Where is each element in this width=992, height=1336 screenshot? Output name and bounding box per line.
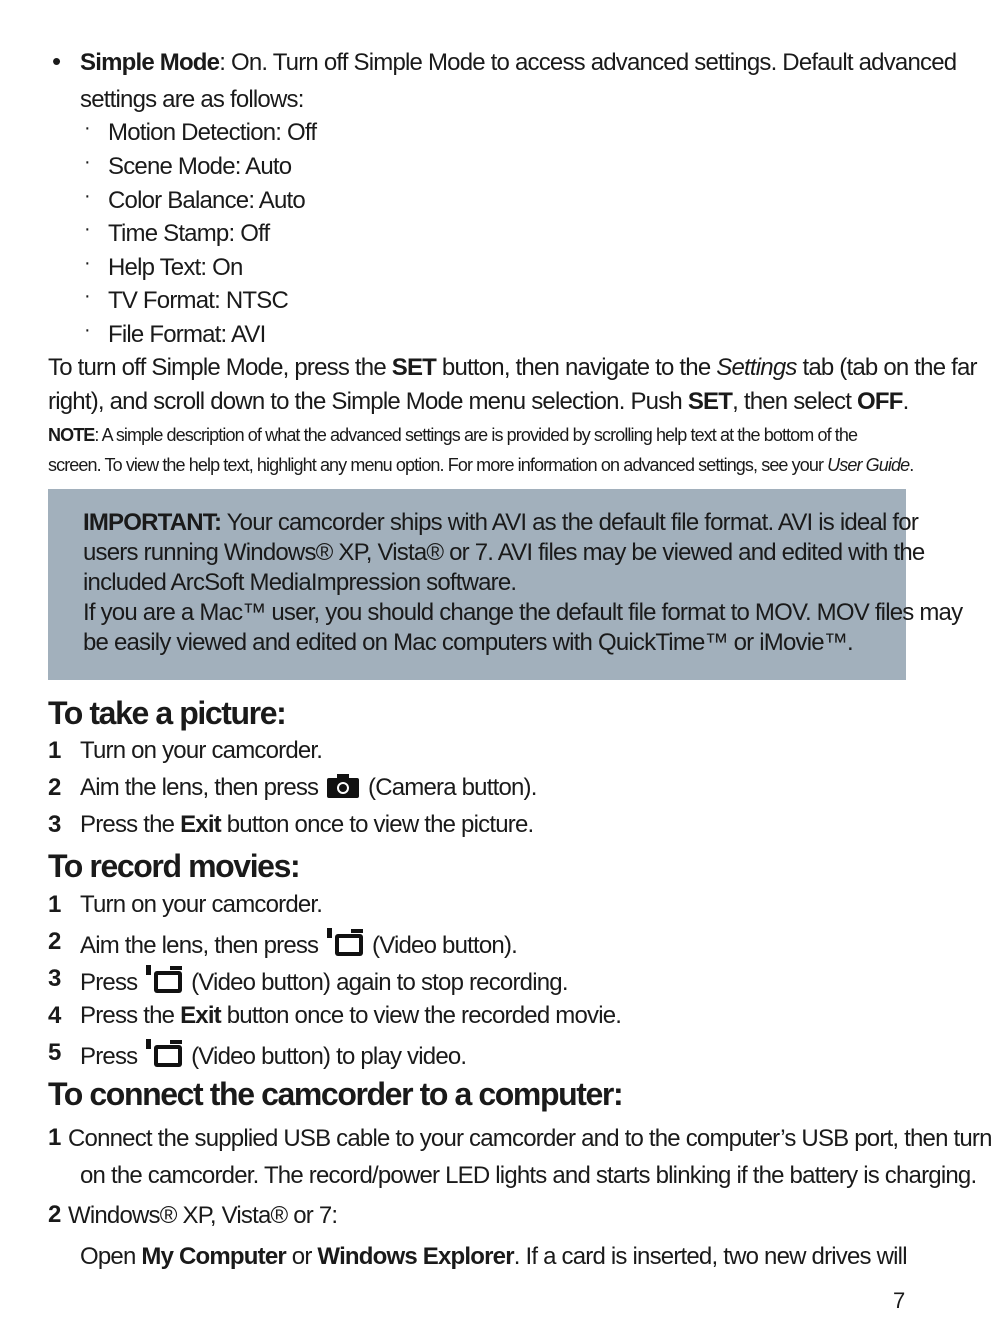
my-computer-label: My Computer (141, 1243, 286, 1270)
page-number: 7 (893, 1288, 906, 1313)
sub-bullet: · (84, 117, 91, 139)
step-text (80, 1039, 466, 1074)
connect-step-1-line-2: on the camcorder. The record/power LED lights and starts blinking if the battery is charging. (80, 1162, 977, 1189)
text: Press (80, 1043, 144, 1070)
take-picture-heading: To take a picture: (48, 695, 286, 731)
sub-bullet: · (84, 151, 91, 173)
exit-label: Exit (180, 1002, 221, 1029)
step-text (80, 928, 517, 963)
video-camera-icon (146, 1039, 182, 1074)
video-camera-icon (146, 965, 182, 1000)
step-number: 2 (48, 1201, 62, 1228)
setting-item: TV Format: NTSC (108, 287, 289, 314)
bullet: • (52, 46, 62, 76)
sub-bullet: · (84, 185, 91, 207)
text: Turn on your camcorder. (80, 891, 323, 918)
text: right), and scroll down to the Simple Mode menu selection. Push (48, 388, 688, 415)
step-text (80, 891, 322, 919)
sub-bullet: · (84, 218, 91, 240)
important-label: IMPORTANT: (83, 509, 222, 536)
text: Turn on your camcorder. (80, 737, 323, 764)
note-line-1 (48, 420, 857, 450)
connect-step-1-line-1: Connect the supplied USB cable to your camcorder and to the computer’s USB port, then turn (68, 1125, 992, 1152)
important-line-2: users running Windows® XP, Vista® or 7. AVI files may be viewed and edited with the (83, 539, 925, 566)
text: Aim the lens, then press (80, 774, 325, 801)
text: Aim the lens, then press (80, 932, 325, 959)
text: (Video button) again to stop recording. (185, 969, 568, 996)
text: screen. To view the help text, highlight any menu option. For more information on advanced settings, see your (48, 455, 828, 475)
text: Press the (80, 811, 181, 838)
turn-off-line-1 (48, 351, 977, 385)
windows-explorer-label: Windows Explorer (317, 1243, 514, 1270)
text: . (902, 388, 909, 415)
step-text (80, 774, 537, 805)
simple-mode-label: Simple Mode (80, 49, 220, 76)
off-label: OFF (857, 388, 903, 415)
step-number: 1 (48, 1124, 62, 1151)
camera-icon (327, 774, 359, 805)
connect-step-2-line-2 (80, 1240, 907, 1274)
exit-label: Exit (180, 811, 221, 838)
important-line-4: If you are a Mac™ user, you should change the default file format to MOV. MOV files may (83, 599, 963, 626)
note-line-2 (48, 450, 913, 480)
step-number: 3 (48, 965, 62, 992)
important-box (48, 489, 963, 680)
text: : A simple description of what the advanced settings are is provided by scrolling help text at the bottom of the (94, 425, 858, 445)
text: . (909, 455, 914, 475)
text: or (285, 1243, 318, 1270)
connect-step-2-line-1: Windows® XP, Vista® or 7: (68, 1202, 338, 1229)
step-text (80, 965, 568, 1000)
step-number: 1 (48, 891, 62, 918)
text: (Camera button). (362, 774, 537, 801)
text: Your camcorder ships with AVI as the default file format. AVI is ideal for (221, 509, 919, 536)
step-number: 2 (48, 774, 62, 801)
step-text (80, 1002, 621, 1030)
sub-bullet: · (84, 285, 91, 307)
text: . If a card is inserted, two new drives will (513, 1243, 907, 1270)
step-number: 1 (48, 737, 62, 764)
text: Press the (80, 1002, 181, 1029)
text: To turn off Simple Mode, press the (48, 354, 392, 381)
step-number: 3 (48, 811, 62, 838)
important-line-5: be easily viewed and edited on Mac computers with QuickTime™ or iMovie™. (83, 629, 853, 656)
important-line-1 (83, 508, 918, 538)
setting-item: Scene Mode: Auto (108, 153, 292, 180)
turn-off-line-2 (48, 385, 908, 419)
text: Open (80, 1243, 142, 1270)
text: tab (tab on the far (796, 354, 977, 381)
text: button, then navigate to the (436, 354, 717, 381)
step-text (80, 811, 533, 839)
step-number: 4 (48, 1002, 62, 1029)
setting-item: Motion Detection: Off (108, 119, 317, 146)
record-movies-heading: To record movies: (48, 848, 300, 884)
simple-mode-line-1 (80, 46, 956, 80)
set-label: SET (391, 354, 437, 381)
setting-item: File Format: AVI (108, 321, 266, 348)
sub-bullet: · (84, 319, 91, 341)
text: , then select (732, 388, 857, 415)
text: Press (80, 969, 144, 996)
connect-heading: To connect the camcorder to a computer: (48, 1076, 623, 1112)
text: (Video button) to play video. (185, 1043, 467, 1070)
note-label: NOTE (48, 425, 95, 445)
video-camera-icon (327, 928, 363, 963)
user-guide-ref: User Guide (827, 455, 910, 475)
important-line-3: included ArcSoft MediaImpression software. (83, 569, 517, 596)
text: button once to view the picture. (220, 811, 534, 838)
setting-item: Help Text: On (108, 254, 243, 281)
step-number: 2 (48, 928, 62, 955)
settings-tab-label: Settings (716, 354, 797, 381)
text: button once to view the recorded movie. (220, 1002, 622, 1029)
simple-mode-line-2: settings are as follows: (80, 86, 304, 113)
text: (Video button). (366, 932, 518, 959)
simple-mode-text-1: : On. Turn off Simple Mode to access advanced settings. Default advanced (219, 49, 957, 76)
setting-item: Color Balance: Auto (108, 187, 305, 214)
step-number: 5 (48, 1039, 62, 1066)
set-label: SET (687, 388, 733, 415)
sub-bullet: · (84, 252, 91, 274)
step-text (80, 737, 322, 765)
setting-item: Time Stamp: Off (108, 220, 270, 247)
